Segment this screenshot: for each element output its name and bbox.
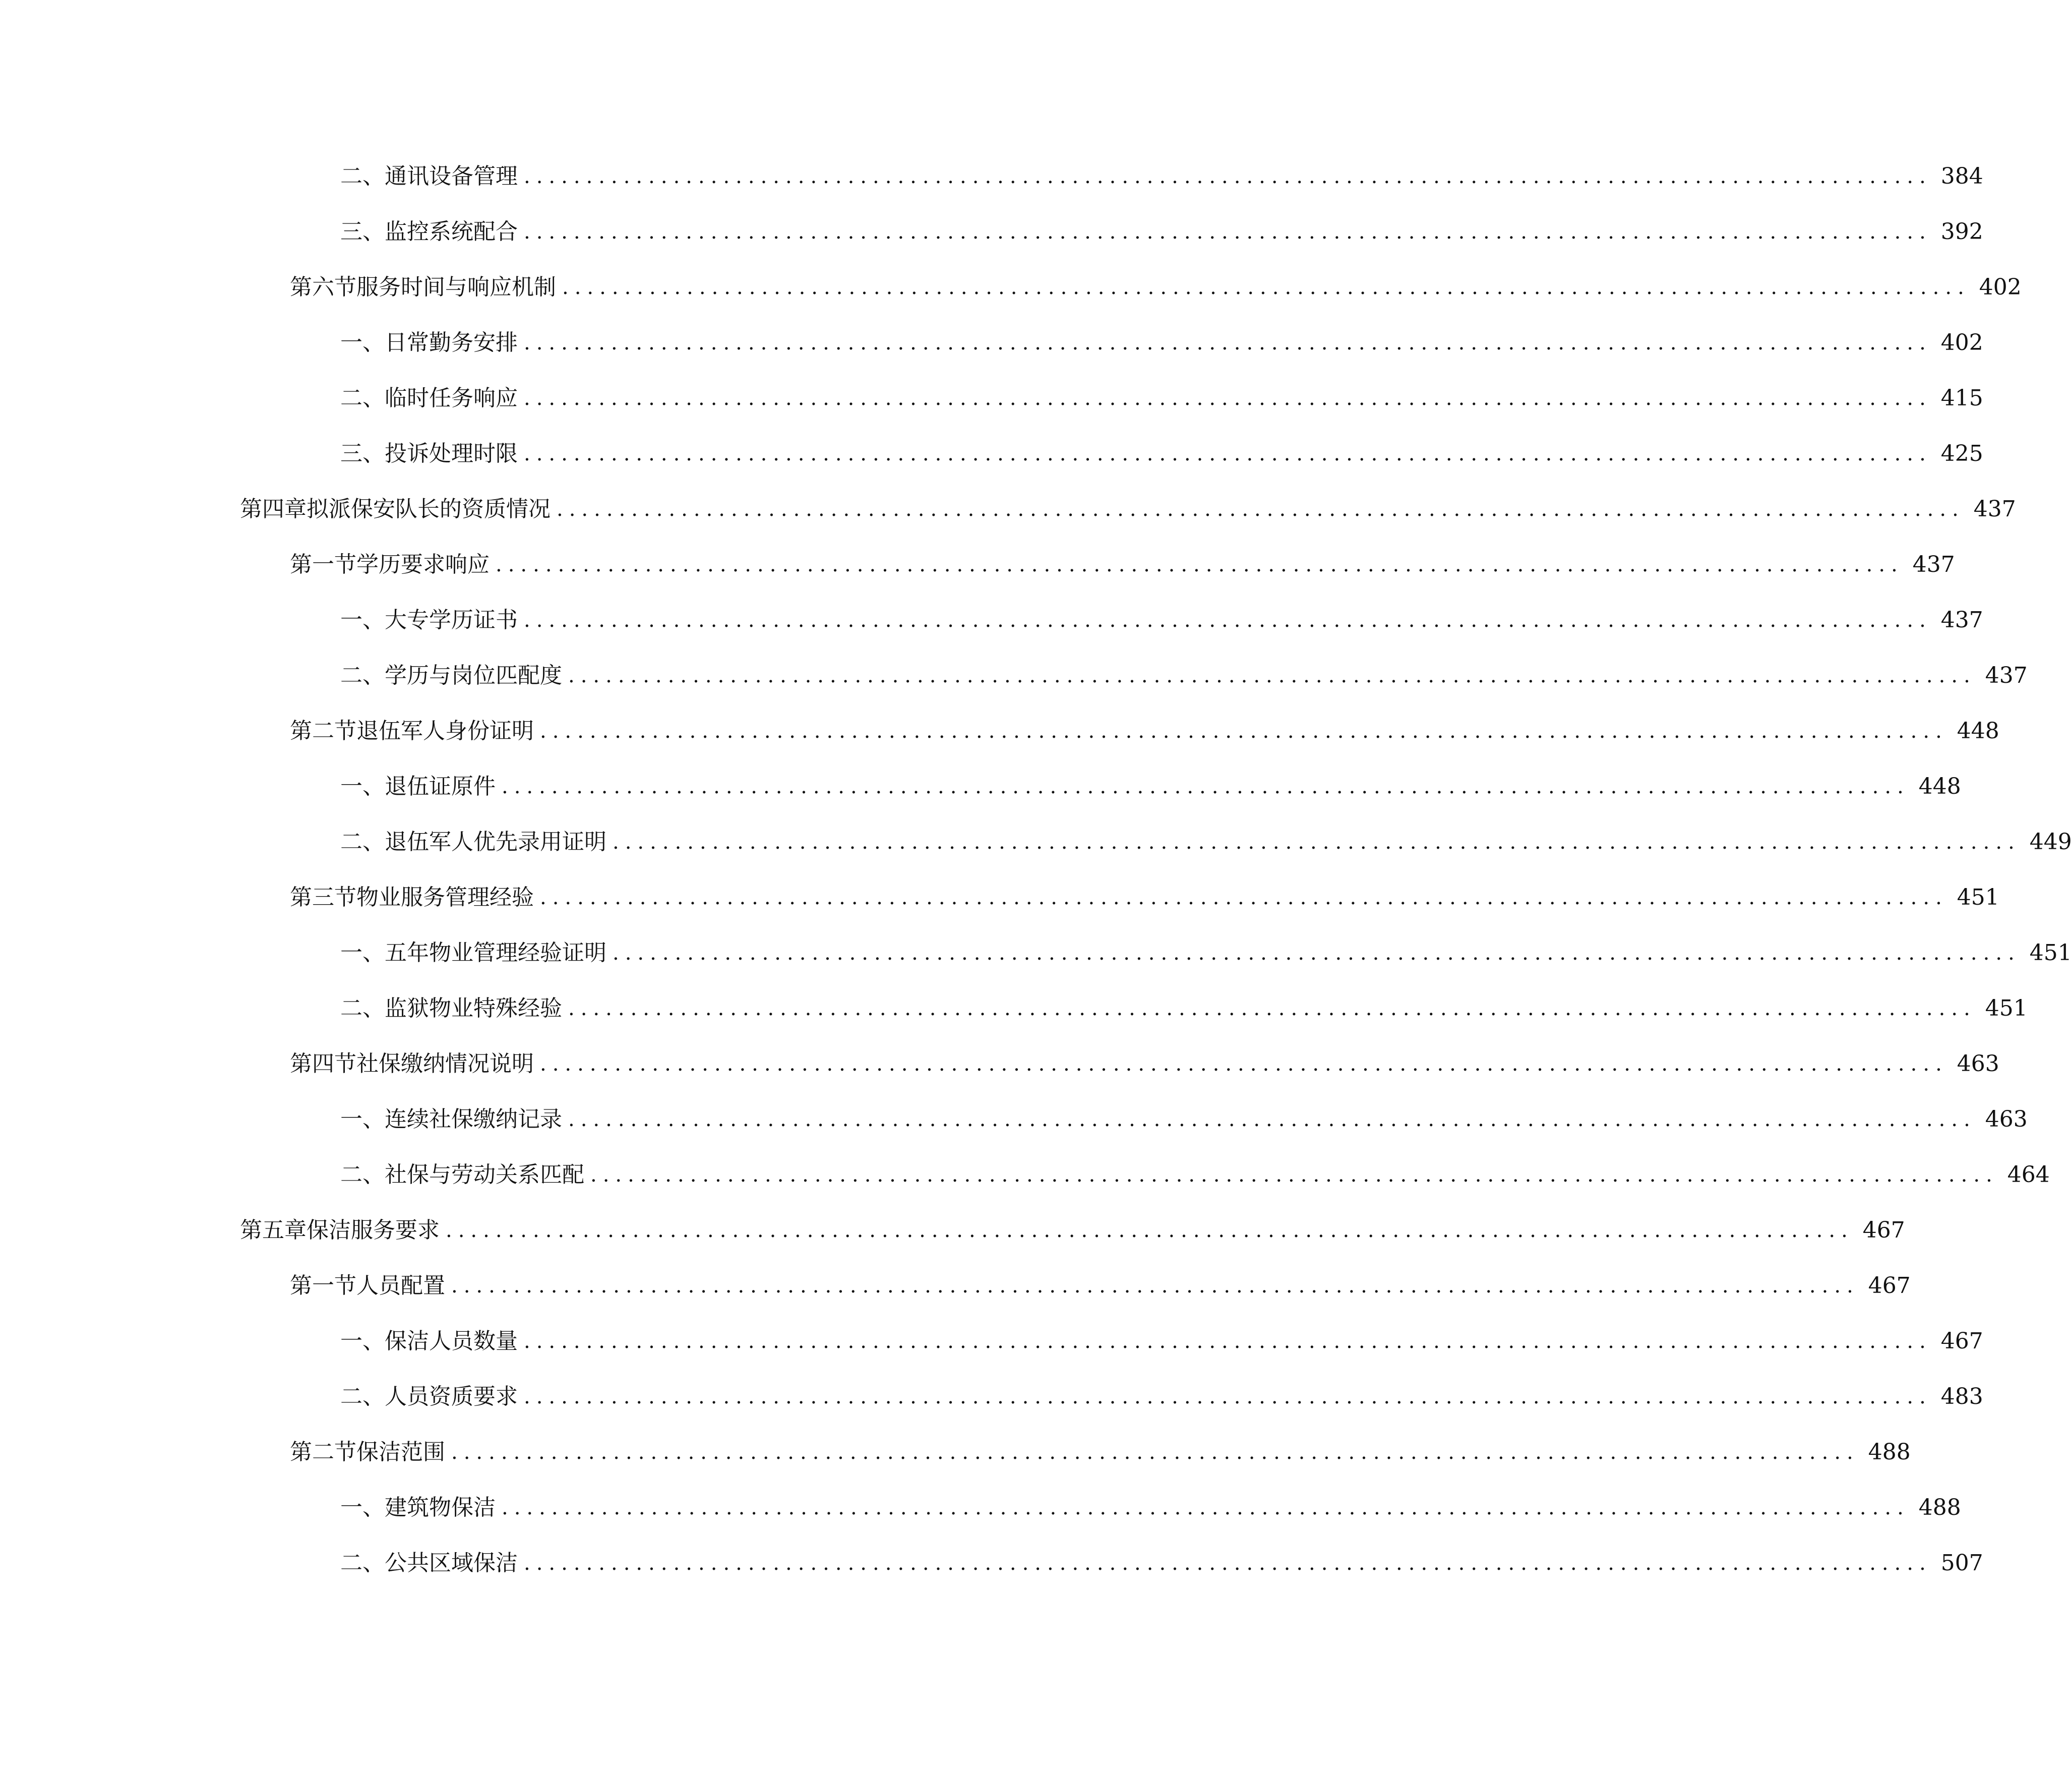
toc-entry-page: 451 [1957, 885, 1999, 910]
toc-entry-title: 物业服务管理经验 [356, 885, 534, 910]
dot-leader: ................................................................................................................. [568, 1108, 1976, 1131]
toc-entry-number: 二、 [340, 995, 385, 1021]
toc-entry-number: 第一节 [290, 1273, 356, 1299]
dot-leader: ................................................................................................................. [540, 886, 1948, 909]
toc-entry-number: 二、 [340, 663, 385, 688]
toc-entry-page: 451 [2029, 940, 2072, 966]
toc-entry[interactable] [340, 156, 1983, 197]
dot-leader: ................................................................................................................. [613, 831, 2021, 854]
toc-entry-page: 467 [1862, 1217, 1905, 1243]
toc-entry-page: 402 [1979, 274, 2022, 300]
toc-entry[interactable] [340, 600, 1983, 640]
toc-entry-title: 日常勤务安排 [385, 330, 518, 356]
toc-entry-title: 退伍军人优先录用证明 [385, 829, 606, 855]
toc-entry[interactable] [290, 711, 1999, 751]
toc-entry-number: 二、 [340, 1384, 385, 1409]
toc-entry-number: 一、 [340, 1495, 385, 1520]
toc-entry-page: 437 [1940, 607, 1983, 633]
toc-entry-page: 464 [2007, 1162, 2050, 1188]
toc-entry-page: 488 [1918, 1495, 1961, 1520]
dot-leader: ................................................................................................................. [451, 1441, 1859, 1464]
toc-entry-number: 第二节 [290, 1439, 356, 1465]
toc-entry-title: 退伍军人身份证明 [356, 718, 534, 744]
dot-leader: ................................................................................................................. [557, 498, 1965, 521]
toc-entry-number: 三、 [340, 219, 385, 245]
toc-entry-number: 二、 [340, 1162, 385, 1188]
toc-entry-title: 监控系统配合 [385, 219, 518, 245]
toc-entry-number: 二、 [340, 163, 385, 189]
toc-entry[interactable] [340, 933, 2072, 973]
dot-leader: ................................................................................................................. [540, 720, 1948, 743]
toc-entry-page: 467 [1868, 1273, 1911, 1299]
toc-entry-title: 通讯设备管理 [385, 163, 518, 189]
toc-entry-number: 一、 [340, 330, 385, 356]
dot-leader: ................................................................................................................. [524, 220, 1932, 244]
dot-leader: ................................................................................................................. [502, 775, 1910, 798]
toc-entry-title: 保洁服务要求 [307, 1217, 440, 1243]
dot-leader: ................................................................................................................. [540, 1052, 1948, 1076]
toc-entry-number: 第四节 [290, 1051, 356, 1077]
toc-entry-page: 402 [1940, 330, 1983, 356]
toc-entry-title: 学历与岗位匹配度 [385, 663, 562, 688]
dot-leader: ................................................................................................................. [524, 387, 1932, 410]
toc-entry-page: 415 [1940, 385, 1983, 411]
toc-entry-number: 一、 [340, 607, 385, 633]
toc-entry-page: 488 [1868, 1439, 1911, 1465]
toc-entry-page: 451 [1985, 995, 2028, 1021]
toc-entry-page: 437 [1973, 496, 2016, 522]
dot-leader: ................................................................................................................. [524, 1552, 1932, 1575]
toc-entry-number: 第一节 [290, 552, 356, 577]
dot-leader: ................................................................................................................. [451, 1274, 1859, 1298]
toc-entry-title: 公共区域保洁 [385, 1550, 518, 1576]
toc-entry-page: 467 [1940, 1328, 1983, 1354]
toc-entry-page: 448 [1957, 718, 1999, 744]
dot-leader: ................................................................................................................. [524, 609, 1932, 632]
dot-leader: ................................................................................................................. [524, 1385, 1932, 1408]
toc-entry[interactable] [340, 1543, 1983, 1583]
toc-entry[interactable] [340, 988, 2028, 1029]
toc-entry-number: 一、 [340, 1106, 385, 1132]
toc-entry-number: 第四章 [240, 496, 307, 522]
toc-entry-title: 五年物业管理经验证明 [385, 940, 606, 966]
toc-entry-title: 建筑物保洁 [385, 1495, 496, 1520]
toc-entry-title: 退伍证原件 [385, 774, 496, 799]
toc-entry-page: 437 [1912, 552, 1955, 577]
toc-entry-title: 临时任务响应 [385, 385, 518, 411]
toc-entry-page: 483 [1940, 1384, 1983, 1409]
toc-entry[interactable] [290, 1044, 1999, 1084]
toc-entry-page: 449 [2029, 829, 2072, 855]
toc-entry-title: 学历要求响应 [356, 552, 490, 577]
toc-entry-number: 一、 [340, 1328, 385, 1354]
toc-entry[interactable] [340, 434, 1983, 474]
toc-entry-number: 二、 [340, 385, 385, 411]
toc-entry[interactable] [290, 877, 1999, 918]
toc-entry-title: 保洁范围 [356, 1439, 445, 1465]
toc-entry[interactable] [240, 1210, 1905, 1251]
toc-entry[interactable] [340, 766, 1961, 807]
toc-entry-title: 人员配置 [356, 1273, 445, 1299]
toc-entry-number: 第五章 [240, 1217, 307, 1243]
toc-entry-page: 507 [1940, 1550, 1983, 1576]
toc-entry-number: 第六节 [290, 274, 356, 300]
dot-leader: ................................................................................................................. [496, 553, 1904, 576]
toc-entry[interactable] [290, 1266, 1911, 1306]
toc-entry[interactable] [340, 1099, 2028, 1140]
toc-entry-page: 425 [1940, 441, 1983, 466]
dot-leader: ................................................................................................................. [446, 1219, 1854, 1242]
dot-leader: ................................................................................................................. [502, 1496, 1910, 1519]
toc-entry[interactable] [340, 378, 1983, 419]
toc-entry-title: 连续社保缴纳记录 [385, 1106, 562, 1132]
dot-leader: ................................................................................................................. [613, 941, 2021, 965]
toc-entry[interactable] [340, 1488, 1961, 1528]
toc-entry-title: 监狱物业特殊经验 [385, 995, 562, 1021]
toc-entry[interactable] [290, 1432, 1911, 1472]
toc-entry-number: 一、 [340, 940, 385, 966]
toc-entry[interactable] [340, 656, 2028, 696]
toc-entry-title: 人员资质要求 [385, 1384, 518, 1409]
toc-entry[interactable] [340, 1377, 1983, 1417]
dot-leader: ................................................................................................................. [524, 1330, 1932, 1353]
toc-entry[interactable] [240, 489, 2016, 529]
toc-entry-page: 392 [1940, 219, 1983, 245]
toc-entry-page: 448 [1918, 774, 1961, 799]
toc-entry-number: 第二节 [290, 718, 356, 744]
toc-entry[interactable] [290, 545, 1955, 585]
toc-entry[interactable] [340, 212, 1983, 252]
toc-entry[interactable] [340, 822, 2072, 862]
toc-entry-title: 保洁人员数量 [385, 1328, 518, 1354]
dot-leader: ................................................................................................................. [568, 997, 1976, 1020]
toc-entry-title: 拟派保安队长的资质情况 [307, 496, 551, 522]
toc-entry-number: 三、 [340, 441, 385, 466]
toc-entry-page: 384 [1940, 163, 1983, 189]
dot-leader: ................................................................................................................. [524, 165, 1932, 188]
toc-entry-page: 463 [1985, 1106, 2028, 1132]
toc-entry[interactable] [340, 1321, 1983, 1362]
toc-entry-number: 一、 [340, 774, 385, 799]
toc-entry-page: 437 [1985, 663, 2028, 688]
toc-entry-page: 463 [1957, 1051, 1999, 1077]
toc-entry-number: 二、 [340, 1550, 385, 1576]
toc-entry-title: 投诉处理时限 [385, 441, 518, 466]
toc-entry[interactable] [340, 323, 1983, 363]
dot-leader: ................................................................................................................. [568, 664, 1976, 687]
toc-entry-title: 大专学历证书 [385, 607, 518, 633]
toc-entry-title: 社保缴纳情况说明 [356, 1051, 534, 1077]
toc-entry[interactable] [290, 267, 2022, 308]
toc-entry-title: 社保与劳动关系匹配 [385, 1162, 584, 1188]
dot-leader: ................................................................................................................. [562, 276, 1970, 299]
dot-leader: ................................................................................................................. [524, 331, 1932, 355]
toc-entry-number: 二、 [340, 829, 385, 855]
toc-entry-title: 服务时间与响应机制 [356, 274, 556, 300]
dot-leader: ................................................................................................................. [524, 442, 1932, 465]
dot-leader: ................................................................................................................. [590, 1163, 1998, 1187]
toc-entry-number: 第三节 [290, 885, 356, 910]
toc-entry[interactable] [340, 1155, 2050, 1195]
